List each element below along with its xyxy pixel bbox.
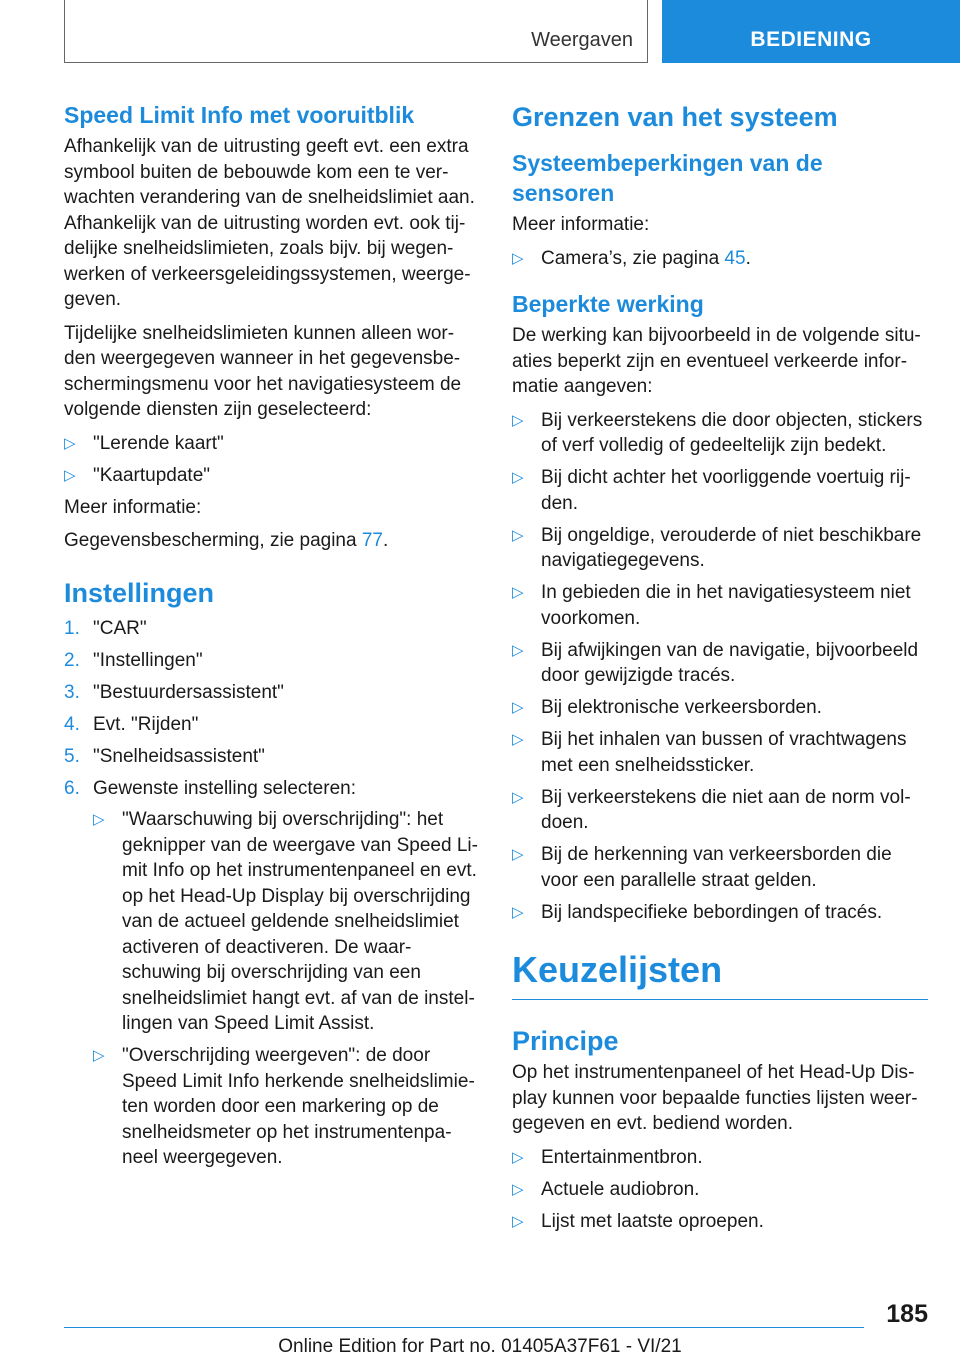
list-item: ▷ Bij het inhalen van bussen of vrachtwagens met een snelheidssticker.: [512, 729, 907, 776]
header-chapter-tab[interactable]: [662, 0, 960, 63]
list-item: ▷ Lijst met laatste oproepen.: [512, 1209, 928, 1235]
header-section-box: [64, 0, 648, 63]
footer-edition: Online Edition for Part no. 01405A37F61 - VI/21: [278, 1336, 682, 1357]
step-number: 6.: [64, 777, 80, 799]
list-item: ▷ "Overschrijding weergeven": de door Speed Limit Info herkende snelheidslimieten worden door een markering op de snelheidsmeter op het instrumentenpaneel weergegeven.: [93, 1045, 475, 1168]
bullet-triangle-icon: ▷: [512, 249, 524, 267]
list-item: ▷ Bij verkeerstekens die door objecten, stickers of verf volledig of gedeeltelijk zijn bedekt.: [512, 409, 923, 456]
page-number: 185: [886, 1300, 928, 1328]
footer-divider: [64, 1327, 864, 1328]
list-item: ▷ Bij dicht achter het voorliggende voertuig rijden.: [512, 467, 911, 514]
services-list: [64, 431, 479, 489]
restricted-intro: De werking kan bijvoorbeeld in de volgende situaties beperkt zijn en eventueel verkeerde informatie aangeven:: [512, 325, 921, 397]
step6-options: [93, 807, 479, 1171]
step-number: 2.: [64, 649, 80, 671]
bullet-triangle-icon: ▷: [512, 1148, 524, 1166]
bullet-triangle-icon: ▷: [512, 846, 524, 863]
list-item: ▷ Entertainmentbron.: [512, 1145, 928, 1171]
speed-limit-info-heading: Speed Limit Info met vooruitblik: [64, 102, 415, 128]
more-info-label: Meer informatie:: [64, 496, 202, 518]
bullet-triangle-icon: ▷: [512, 526, 524, 544]
system-limits-heading: Grenzen van het systeem: [512, 102, 838, 132]
principle-list: [512, 1145, 928, 1235]
bullet-triangle-icon: ▷: [512, 584, 524, 601]
more-info-label: Meer informatie:: [512, 214, 650, 235]
restricted-list: [512, 408, 928, 926]
step-item: 1. "CAR": [64, 616, 479, 642]
left-column: [64, 100, 479, 1177]
list-item: ▷ "Lerende kaart": [64, 431, 479, 457]
bullet-triangle-icon: ▷: [512, 903, 524, 921]
paragraph-temporary-limits: Tijdelijke snelheidslimieten kunnen alleen worden weergegeven wanneer in het gegevensbeschermingsmenu voor het navigatiesysteem de volgende diensten zijn geselecteerd:: [64, 322, 462, 420]
step-item: 3. "Bestuurdersassistent": [64, 680, 479, 706]
settings-steps: [64, 616, 479, 1171]
chapter-heading: Keuzelijsten: [512, 949, 723, 990]
bullet-triangle-icon: ▷: [93, 1047, 105, 1064]
header-section-title: Weergaven: [531, 29, 633, 51]
bullet-triangle-icon: ▷: [64, 466, 76, 484]
bullet-triangle-icon: ▷: [512, 411, 524, 429]
header-chapter-title: BEDIENING: [750, 28, 872, 51]
bullet-triangle-icon: ▷: [512, 788, 524, 806]
step-item: 2. "Instellingen": [64, 648, 479, 674]
list-item: ▷ "Kaartupdate": [64, 463, 479, 489]
bullet-triangle-icon: ▷: [93, 811, 105, 828]
bullet-triangle-icon: ▷: [512, 469, 524, 486]
sensor-reference-list: [512, 246, 928, 272]
list-item: ▷ In gebieden die in het navigatiesysteem niet voorkomen.: [512, 582, 911, 629]
principle-heading: Principe: [512, 1026, 619, 1056]
list-item: ▷ Camera’s, zie pagina 45.: [512, 246, 928, 272]
step-number: 3.: [64, 681, 80, 703]
paragraph-intro: Afhankelijk van de uitrusting geeft evt. een extra symbool buiten de bebouwde kom een te verwachten verandering van de snelheidslimiet aan. Afhankelijk van de uitrusting worden evt. ook tijdelijke snelheidslimieten, zoals bijv. bij wegenwerken of verkeersgeleidingssystemen, weergegeven.: [64, 136, 475, 310]
principle-text: Op het instrumentenpaneel of het Head-Up Display kunnen voor bepaalde functies lijsten weergegeven en evt. bediend worden.: [512, 1062, 918, 1134]
sensor-limits-heading: Systeembeperkingen van de sensoren: [512, 150, 823, 206]
step-number: 5.: [64, 745, 80, 767]
list-item: ▷ Bij elektronische verkeersborden.: [512, 695, 928, 721]
step-number: 1.: [64, 617, 80, 639]
bullet-triangle-icon: ▷: [512, 641, 524, 659]
step-item: 4. Evt. "Rijden": [64, 712, 479, 738]
restricted-function-heading: Beperkte werking: [512, 291, 704, 317]
page-link-77[interactable]: 77: [361, 530, 383, 551]
list-item: ▷ Bij landspecifieke bebordingen of tracés.: [512, 900, 928, 926]
list-item: ▷ Bij verkeerstekens die niet aan de norm voldoen.: [512, 786, 911, 833]
bullet-triangle-icon: ▷: [512, 731, 524, 748]
list-item: ▷ Bij de herkenning van verkeersborden die voor een parallelle straat gelden.: [512, 844, 892, 891]
bullet-triangle-icon: ▷: [512, 1212, 524, 1230]
bullet-triangle-icon: ▷: [512, 1180, 524, 1198]
list-item: ▷ Bij afwijkingen van de navigatie, bijvoorbeeld door gewijzigde tracés.: [512, 639, 919, 686]
privacy-reference: Gegevensbescherming, zie pagina 77.: [64, 530, 389, 551]
list-item: ▷ Bij ongeldige, verouderde of niet beschikbare navigatiegegevens.: [512, 524, 922, 571]
bullet-triangle-icon: ▷: [512, 699, 524, 716]
right-column: [512, 100, 928, 1241]
page-link-45[interactable]: 45: [724, 247, 746, 269]
step-item: 6. Gewenste instelling selecteren: ▷ "Waarschuwing bij overschrijding": het geknipper van de weergave van Speed Limit Info op het instrumentenpaneel en evt. op het Head-Up Display bij overschrijding van de actueel geldende snelheidslimiet activeren of deactiveren. De waarschuwing bij overschrijding van een snelheidslimiet hangt evt. af van de instellingen van Speed Limit Assist. ▷ "Overschrijding weergeven": de door Speed Limit Info herkende snelheidslimieten worden door een markering op de snelheidsmeter op het instrumentenpaneel weergegeven.: [64, 776, 479, 1171]
step-item: 5. "Snelheidsassistent": [64, 744, 479, 770]
step-number: 4.: [64, 713, 80, 735]
list-item: ▷ Actuele audiobron.: [512, 1177, 928, 1203]
list-item: ▷ "Waarschuwing bij overschrijding": het geknipper van de weergave van Speed Limit Info op het instrumentenpaneel en evt. op het Head-Up Display bij overschrijding van de actueel geldende snelheidslimiet activeren of deactiveren. De waarschuwing bij overschrijding van een snelheidslimiet hangt evt. af van de instellingen van Speed Limit Assist.: [93, 809, 478, 1034]
chapter-divider: [512, 999, 928, 1000]
settings-heading: Instellingen: [64, 577, 215, 608]
bullet-triangle-icon: ▷: [64, 434, 76, 452]
